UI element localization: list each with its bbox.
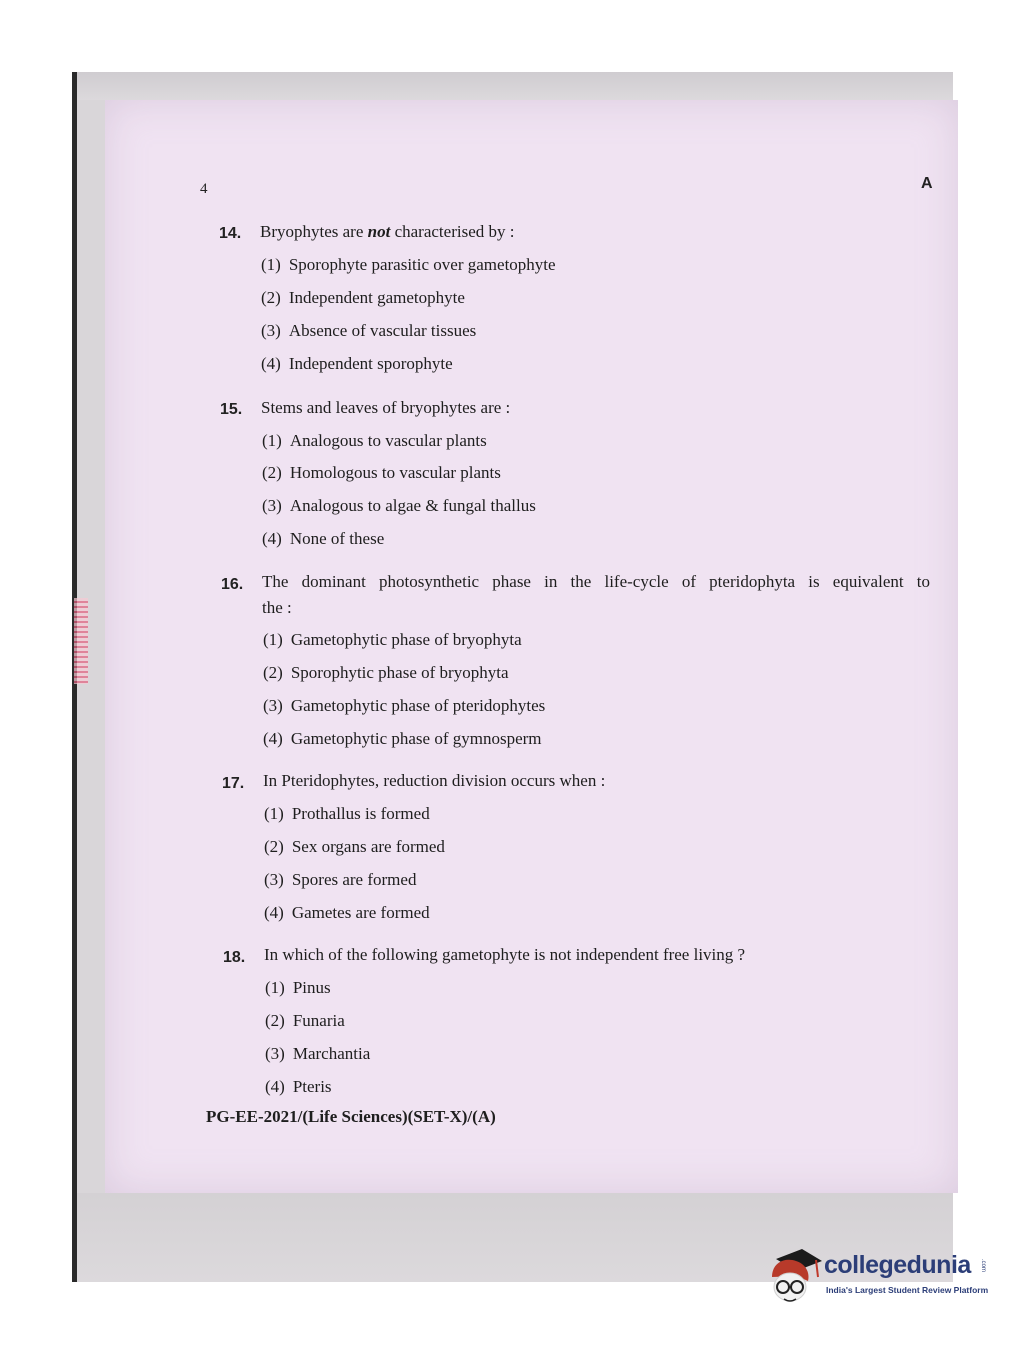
option-number: (4): [265, 1077, 285, 1096]
question-number: 17.: [222, 775, 245, 792]
option: [265, 978, 331, 998]
option: [262, 463, 501, 483]
option: [264, 903, 430, 923]
question-text-emphasis: not: [367, 222, 391, 241]
option-text: Pinus: [292, 978, 331, 997]
option: [264, 870, 416, 890]
scan-top-margin: [77, 72, 953, 100]
option-text: Absence of vascular tissues: [288, 321, 477, 340]
option-number: (4): [262, 529, 282, 548]
collegedunia-logo: [766, 1247, 996, 1309]
page-number: 4: [200, 181, 208, 197]
option-number: (1): [262, 431, 282, 450]
question-number: 14.: [219, 225, 242, 242]
option: [265, 1011, 345, 1031]
option-text: Independent gametophyte: [288, 288, 465, 307]
option: [262, 431, 487, 451]
option-number: (4): [263, 729, 283, 748]
side-stamp-mark: [74, 598, 88, 684]
option-number: (3): [264, 870, 284, 889]
logo-suffix: .com: [980, 1259, 986, 1273]
option: [262, 496, 536, 516]
question-text-line-1: The dominant photosynthetic phase in the life-cycle of pteridophyta is equivalent to: [262, 572, 930, 591]
question-number: 16.: [221, 576, 244, 593]
option-number: (4): [264, 903, 284, 922]
option-text: Sex organs are formed: [291, 837, 445, 856]
option-text: Analogous to algae & fungal thallus: [289, 496, 536, 515]
option-number: (1): [263, 630, 283, 649]
logo-tagline: India's Largest Student Review Platform: [826, 1285, 989, 1295]
option-number: (3): [263, 696, 283, 715]
question-text: In which of the following gametophyte is not independent free living ?: [264, 945, 746, 964]
question-text: In Pteridophytes, reduction division occurs when :: [263, 771, 606, 790]
set-letter: A: [921, 175, 933, 192]
option: [265, 1077, 332, 1097]
question-number: 15.: [220, 401, 243, 418]
option-number: (1): [265, 978, 285, 997]
option-number: (2): [263, 663, 283, 682]
option-number: (2): [264, 837, 284, 856]
option-number: (3): [261, 321, 281, 340]
scanned-page: [72, 72, 953, 1282]
option-text: Independent sporophyte: [288, 354, 453, 373]
option-number: (2): [261, 288, 281, 307]
option-number: (3): [262, 496, 282, 515]
option-number: (2): [262, 463, 282, 482]
option-text: Gametophytic phase of gymnosperm: [290, 729, 542, 748]
option-text: None of these: [289, 529, 385, 548]
option-number: (1): [264, 804, 284, 823]
logo-wordmark: collegedunia: [824, 1251, 971, 1279]
option: [263, 729, 542, 749]
option-text: Funaria: [292, 1011, 345, 1030]
option-text: Analogous to vascular plants: [289, 431, 487, 450]
option-text: Spores are formed: [291, 870, 417, 889]
option-number: (1): [261, 255, 281, 274]
option-text: Homologous to vascular plants: [289, 463, 501, 482]
option: [264, 837, 445, 857]
option: [263, 630, 522, 650]
option: [261, 288, 465, 308]
option: [264, 804, 430, 824]
option-number: (4): [261, 354, 281, 373]
option: [261, 255, 556, 275]
option-text: Sporophytic phase of bryophyta: [290, 663, 509, 682]
question-text-part: characterised by :: [390, 222, 515, 241]
paper-code-footer: PG-EE-2021/(Life Sciences)(SET-X)/(A): [206, 1107, 496, 1126]
question-number: 18.: [223, 949, 246, 966]
option: [263, 663, 508, 683]
option: [261, 321, 476, 341]
option: [261, 354, 453, 374]
option: [265, 1044, 370, 1064]
mascot-icon: [766, 1247, 822, 1309]
option-text: Prothallus is formed: [291, 804, 430, 823]
option-text: Gametophytic phase of pteridophytes: [290, 696, 546, 715]
option-number: (2): [265, 1011, 285, 1030]
option-text: Sporophyte parasitic over gametophyte: [288, 255, 556, 274]
question-text: Stems and leaves of bryophytes are :: [261, 398, 511, 417]
question-text-line-2: the :: [262, 598, 292, 617]
option-text: Gametes are formed: [291, 903, 430, 922]
option-number: (3): [265, 1044, 285, 1063]
option-text: Pteris: [292, 1077, 332, 1096]
option: [262, 529, 384, 549]
question-text-part: Bryophytes are: [260, 222, 368, 241]
option: [263, 696, 545, 716]
option-text: Gametophytic phase of bryophyta: [290, 630, 522, 649]
option-text: Marchantia: [292, 1044, 371, 1063]
question-text: [260, 219, 514, 244]
